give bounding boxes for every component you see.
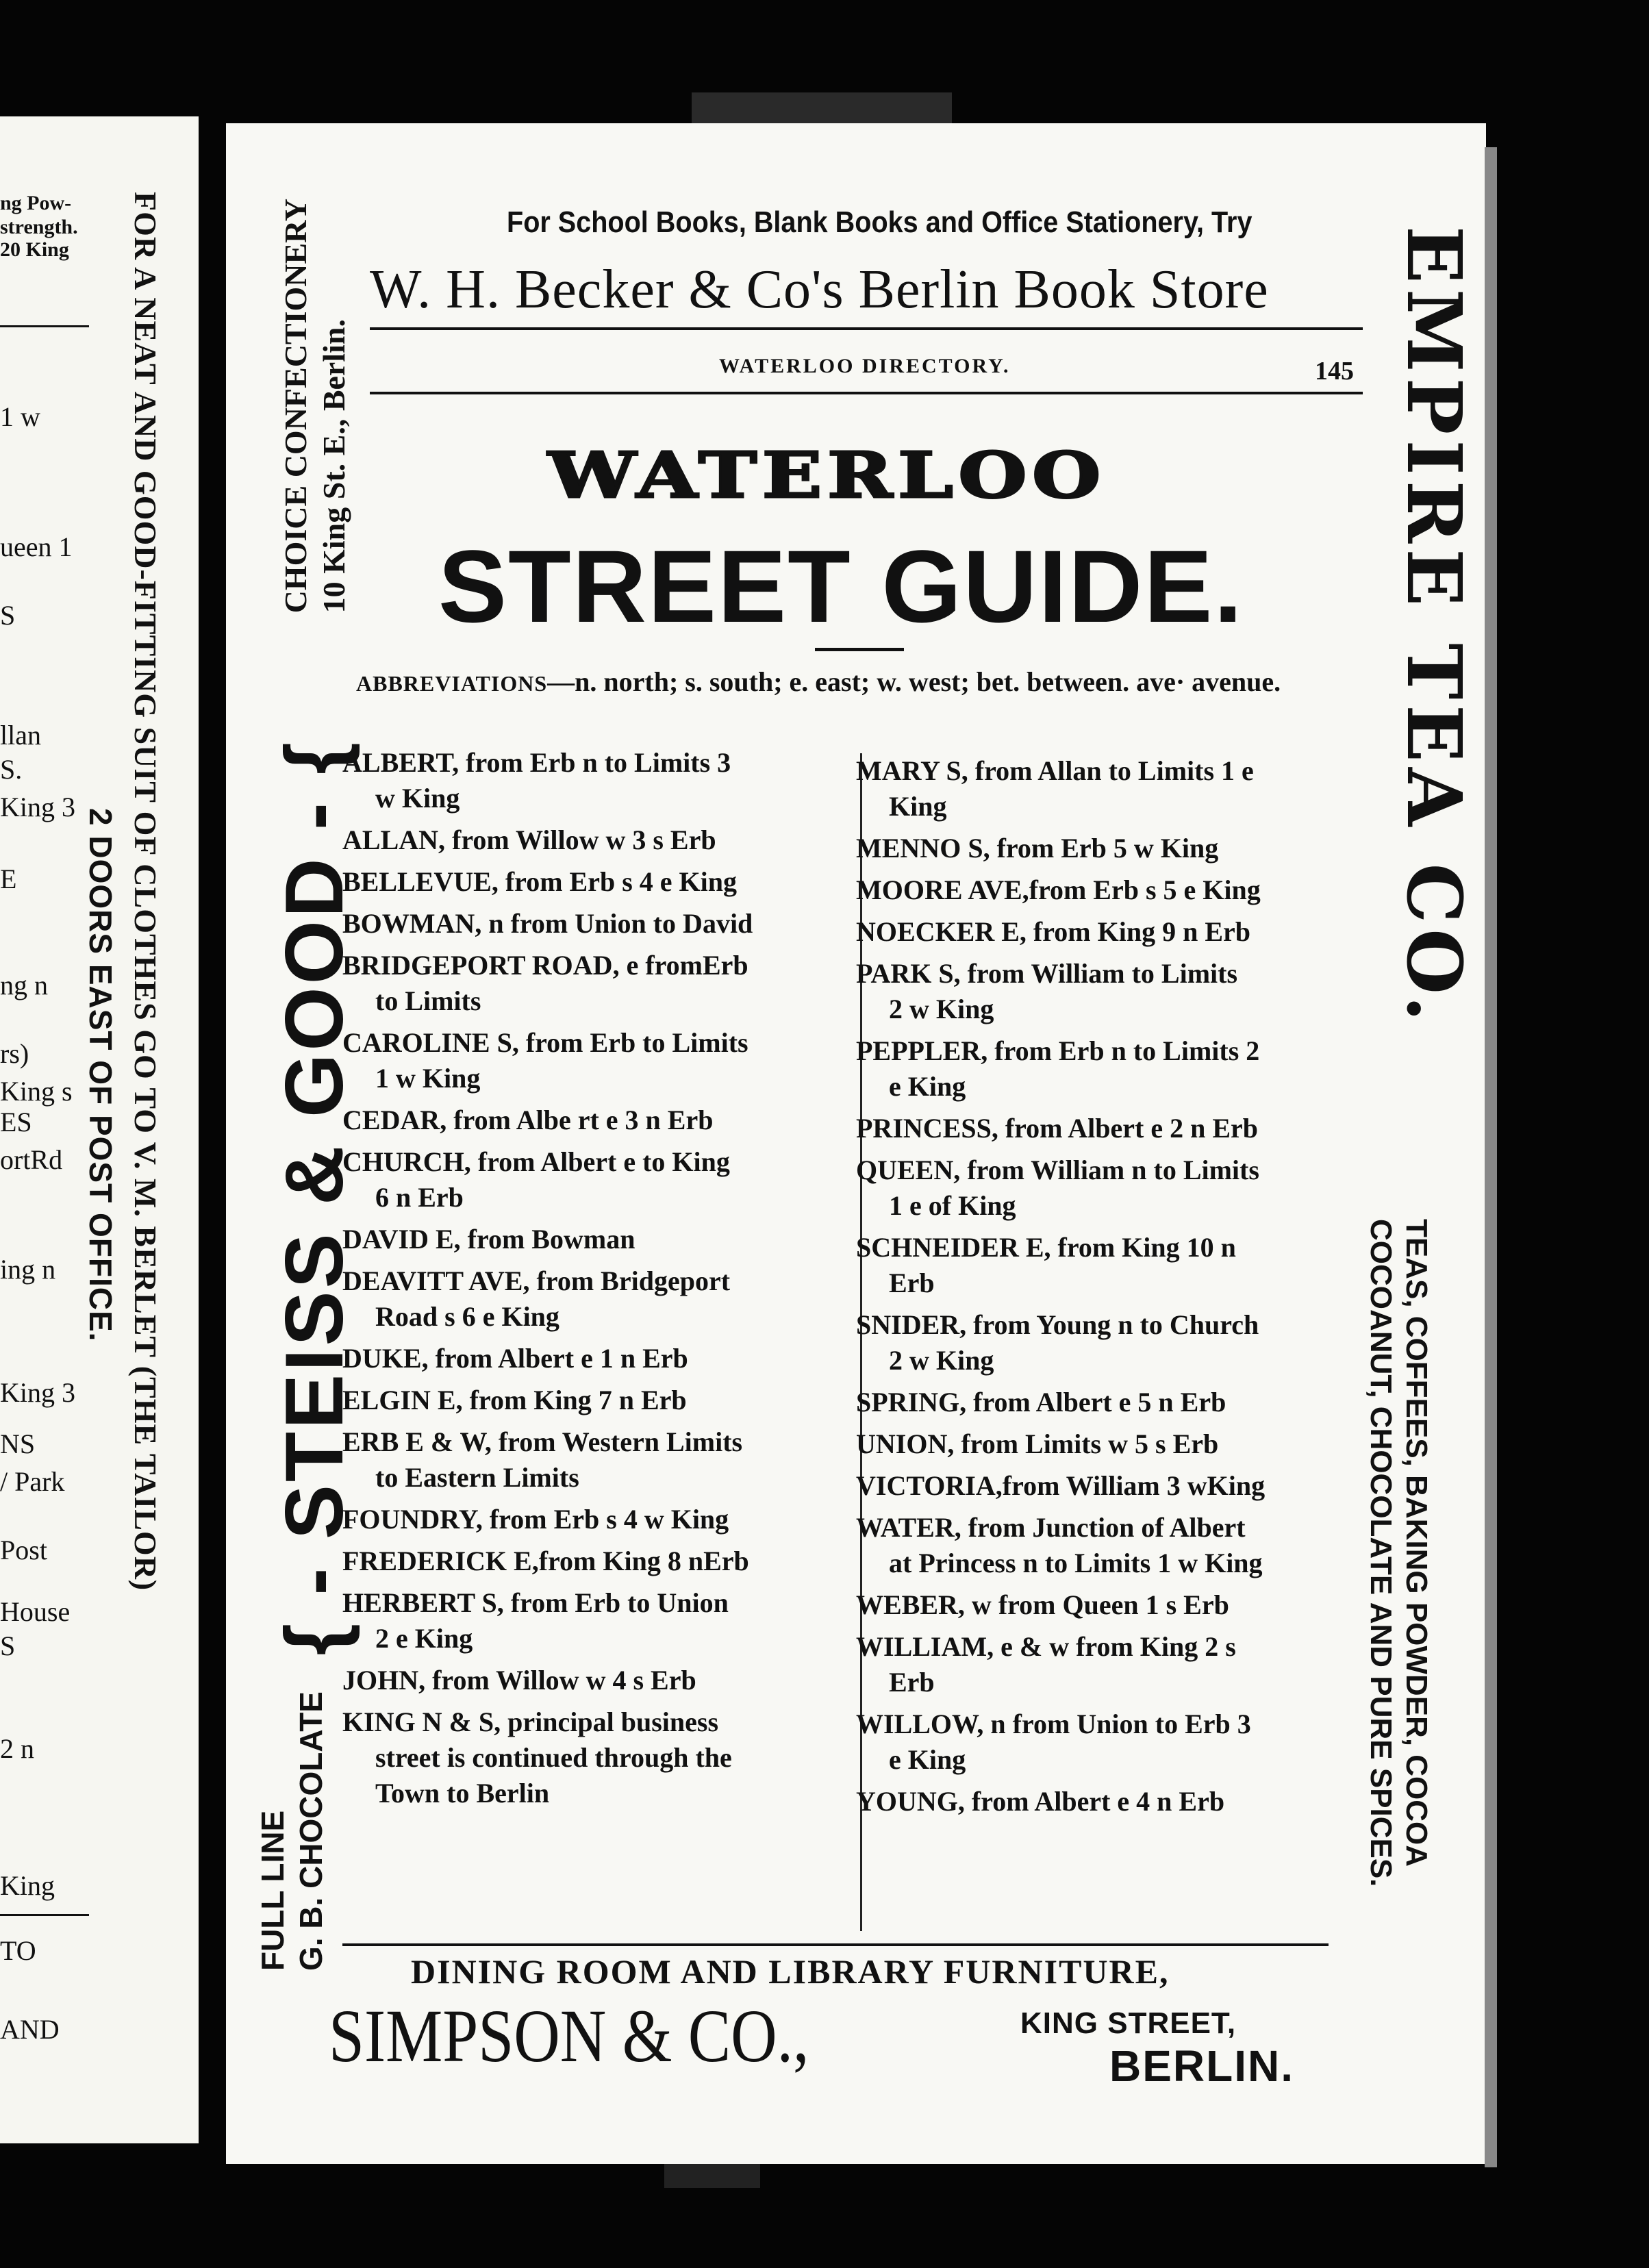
street-entry-line: MENNO S, from Erb 5 w King [856,833,1219,864]
left-page-fragment: King s [0,1076,73,1107]
page-number: 145 [1315,357,1354,386]
street-entry-line: BOWMAN, n from Union to David [342,908,753,939]
street-entry-line: PRINCESS, from Albert e 2 n Erb [856,1113,1259,1144]
street-entry [342,1102,849,1138]
street-entry-line: CHURCH, from Albert e to King [342,1146,730,1177]
street-entry [342,1663,849,1698]
street-entry [856,1385,1363,1420]
title-waterloo: WATERLOO [548,438,1106,512]
furniture-ad-line: DINING ROOM AND LIBRARY FURNITURE, [411,1952,1170,1991]
street-entry-continuation: e King [889,1071,966,1102]
street-entry [856,1230,1363,1301]
scan-shadow-bottom [664,2160,760,2188]
street-entry [342,948,849,1019]
street-entry [856,1152,1363,1224]
street-entry [856,1111,1363,1146]
left-page-fragment: 20 King [0,238,69,261]
left-page-fragment: / Park [0,1466,65,1497]
street-entry-continuation: Erb [889,1667,935,1698]
street-list-left [342,745,849,1817]
left-page-fragment: TO [0,1935,36,1966]
street-entry-continuation: Town to Berlin [375,1778,550,1809]
street-entry-line: UNION, from Limits w 5 s Erb [856,1428,1219,1459]
street-entry-continuation: 2 w King [889,994,994,1024]
street-entry [856,1629,1363,1700]
street-entry-line: DEAVITT AVE, from Bridgeport [342,1265,731,1296]
abbreviations [356,666,1363,700]
street-entry [342,1383,849,1418]
street-entry [342,1144,849,1215]
street-entry [342,1776,849,1811]
left-page-fragment: ortRd [0,1144,63,1175]
street-entry-line: WEBER, w from Queen 1 s Erb [856,1589,1229,1620]
street-entry-line: WILLIAM, e & w from King 2 s [856,1631,1236,1662]
street-entry-continuation: to Limits [375,985,481,1016]
street-entry-line: SNIDER, from Young n to Church [856,1309,1259,1340]
left-page-fragment: ng n [0,970,48,1000]
street-entry [856,1468,1363,1504]
street-entry-line: JOHN, from Willow w 4 s Erb [342,1665,696,1696]
street-entry-line: CEDAR, from Albe rt e 3 n Erb [342,1105,714,1135]
street-entry [856,753,1363,824]
street-entry-line: ALBERT, from Erb n to Limits 3 [342,747,731,778]
left-page-fragment: S. [0,754,23,785]
left-page-fragment: llan [0,720,41,751]
street-entry [342,906,849,942]
street-entry-line: BRIDGEPORT ROAD, e fromErb [342,950,748,981]
left-page-rule [0,325,89,327]
page-edge [1485,147,1497,2167]
street-entry-line: KING N & S, principal business [342,1706,719,1737]
left-page-fragment: ES [0,1107,32,1137]
scan-shadow-top [692,92,952,127]
street-entry-line: WILLOW, n from Union to Erb 3 [856,1709,1251,1739]
street-entry-line: SPRING, from Albert e 5 n Erb [856,1387,1226,1418]
steiss-good-ad: { - STEISS & GOOD - { [268,740,360,1656]
left-page-fragment: rs) [0,1038,29,1069]
confectionery-line2: 10 King St. E., Berlin. [316,319,351,614]
street-entry [856,872,1363,908]
street-entry-continuation: 2 w King [889,1345,994,1376]
teas-ad [1363,1219,1434,1887]
left-page-fragment: 2 n [0,1733,34,1764]
running-title: WATERLOO DIRECTORY. [719,355,1011,377]
empire-tea-ad: EMPIRE TEA CO. [1390,226,1478,1027]
street-entry-line: ALLAN, from Willow w 3 s Erb [342,824,716,855]
header-try-line: For School Books, Blank Books and Office Stationery, Try [507,205,1253,239]
street-entry-line: VICTORIA,from William 3 wKing [856,1470,1266,1501]
street-entry [856,1784,1363,1819]
fullline-line1: FULL LINE [255,1810,290,1971]
street-entry-line: FREDERICK E,from King 8 nErb [342,1546,749,1576]
street-entry [342,1341,849,1376]
street-entry [856,1033,1363,1105]
street-entry-continuation: 6 n Erb [375,1182,464,1213]
street-entry-line: PARK S, from William to Limits [856,958,1238,989]
street-entry-continuation: 1 w King [375,1063,481,1094]
street-entry-line: ERB E & W, from Western Limits [342,1426,743,1457]
street-entry-continuation: Erb [889,1268,935,1298]
street-entry [856,1426,1363,1462]
left-page-fragment: ueen 1 [0,531,73,562]
street-entry [856,1587,1363,1623]
street-entry-line: DUKE, from Albert e 1 n Erb [342,1343,688,1374]
left-page-fragment: 1 w [0,401,40,432]
street-entry-line: FOUNDRY, from Erb s 4 w King [342,1504,729,1535]
street-entry-line: WATER, from Junction of Albert [856,1512,1246,1543]
left-page-fragment: House [0,1596,71,1627]
left-page-rule [0,1914,89,1916]
street-entry [856,956,1363,1027]
simpson-name: SIMPSON & CO., [329,1994,809,2078]
street-entry [342,1025,849,1096]
left-page-fragment: S [0,1630,16,1661]
street-entry [342,1544,849,1579]
left-page-fragment: NS [0,1428,36,1459]
left-page-fragment: S [0,600,16,631]
street-entry [342,1704,849,1776]
street-entry-line: HERBERT S, from Erb to Union [342,1587,729,1618]
street-entry-line: QUEEN, from William n to Limits [856,1155,1259,1185]
street-entry-continuation: w King [375,783,460,814]
street-entry-line: YOUNG, from Albert e 4 n Erb [856,1786,1225,1817]
header-rule-top [370,327,1363,330]
street-entry [856,1510,1363,1581]
bottom-rule [342,1943,1329,1946]
left-page-fragment: ing n [0,1254,56,1285]
title-rule [815,648,904,651]
street-entry [342,1222,849,1257]
abbreviations-text: —n. north; s. south; e. east; w. west; bet. between. ave· avenue. [547,666,1281,697]
king-street: KING STREET, [1020,2006,1237,2040]
title-street-guide: STREET GUIDE. [438,529,1244,644]
street-entry-continuation: 2 e King [375,1623,473,1654]
street-entry-line: MOORE AVE,from Erb s 5 e King [856,874,1261,905]
left-page-fragment: King [0,1870,55,1901]
chocolate-ad [253,1691,330,1971]
street-entry-line: SCHNEIDER E, from King 10 n [856,1232,1236,1263]
left-page-fragment: Post [0,1535,47,1565]
street-entry [342,1585,849,1656]
street-entry-line: MARY S, from Allan to Limits 1 e [856,755,1254,786]
left-page-fragment: King 3 [0,1377,75,1408]
confectionery-ad [277,199,353,613]
fullline-line2: G. B. CHOCOLATE [293,1691,329,1971]
left-page-fragment: King 3 [0,792,75,822]
teas-line1: TEAS, COFFEES, BAKING POWDER, COCOA [1400,1219,1433,1867]
street-entry-continuation: to Eastern Limits [375,1462,579,1493]
header-store-line: W. H. Becker & Co's Berlin Book Store [370,260,1269,320]
street-entry-continuation: e King [889,1744,966,1775]
left-page-fragment: strength. [0,216,78,238]
street-entry [342,1502,849,1537]
street-entry [342,1263,849,1335]
street-entry [856,1307,1363,1378]
street-entry-line: PEPPLER, from Erb n to Limits 2 [856,1035,1260,1066]
street-entry-continuation: at Princess n to Limits 1 w King [889,1548,1263,1578]
left-page-fragment: E [0,864,17,894]
left-page-fragment: AND [0,2014,60,2045]
street-entry [342,864,849,900]
berlin: BERLIN. [1109,2041,1294,2091]
street-entry-line: BELLEVUE, from Erb s 4 e King [342,866,737,897]
street-list-right [856,753,1363,1826]
street-entry [856,914,1363,950]
street-entry [856,831,1363,866]
confectionery-line1: CHOICE CONFECTIONERY [278,199,313,614]
street-entry-continuation: 1 e of King [889,1190,1016,1221]
street-entry [856,1706,1363,1778]
street-entry-continuation: King [889,791,947,822]
street-entry-continuation: street is continued through the [375,1742,732,1773]
street-entry-line: NOECKER E, from King 9 n Erb [856,916,1250,947]
street-entry [342,745,849,816]
street-entry-line: CAROLINE S, from Erb to Limits [342,1027,748,1058]
street-entry-line: DAVID E, from Bowman [342,1224,635,1255]
left-facing-page [0,116,199,2143]
tailor-ad-line2: 2 DOORS EAST OF POST OFFICE. [83,808,118,1342]
street-entry-continuation: Road s 6 e King [375,1301,559,1332]
left-page-fragment: ng Pow- [0,192,72,214]
header-rule-bottom [370,392,1363,394]
street-entry-line: ELGIN E, from King 7 n Erb [342,1385,687,1415]
street-entry [342,822,849,858]
abbreviations-label: ABBREVIATIONS [356,671,548,696]
tailor-ad-line1: FOR A NEAT AND GOOD-FITTING SUIT OF CLOTHES GO TO V. M. BERLET (THE TAILOR) [128,192,163,1591]
teas-line2: COCOANUT, CHOCOLATE AND PURE SPICES. [1364,1219,1398,1887]
street-entry [342,1424,849,1496]
